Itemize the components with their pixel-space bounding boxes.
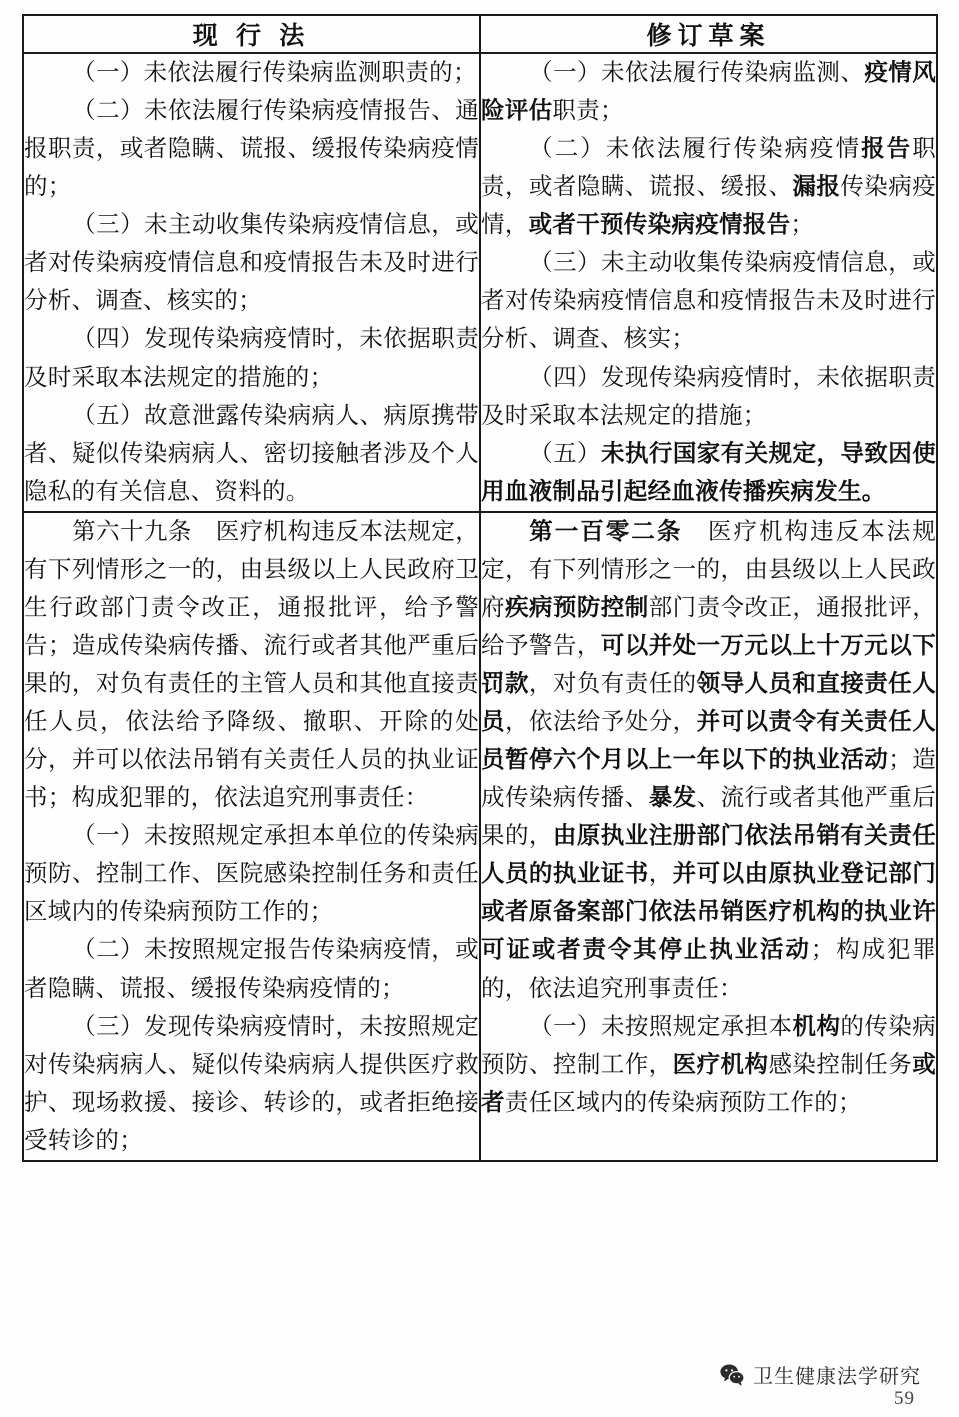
wechat-account-mark	[719, 1360, 921, 1389]
article-paragraph: 第一百零二条 医疗机构违反本法规定，有下列情形之一的，由县级以上人民政府疾病预防控制部门责令改正，通报批评，给予警告，可以并处一万元以上十万元以下罚款，对负有责任的领导人员和直接责任人员，依法给予处分，并可以责令有关责任人员暂停六个月以上一年以下的执业活动；造成传染病传播、暴发、流行或者其他严重后果的，由原执业注册部门依法吊销有关责任人员的执业证书，并可以由原执业登记部门或者原备案部门依法吊销医疗机构的执业许可证或者责令其停止执业活动；构成犯罪的，依法追究刑事责任：	[481, 518, 937, 1002]
paragraph: （三）未主动收集传染病疫情信息，或者对传染病疫情信息和疫情报告未及时进行分析、调查、核实；	[481, 250, 936, 353]
cell-current-law-row2	[23, 512, 480, 1161]
paragraph: （一）未按照规定承担本机构的传染病预防、控制工作，医疗机构感染控制任务或者责任区域内的传染病预防工作的；	[481, 1013, 937, 1116]
wechat-icon	[719, 1362, 745, 1388]
page-number: 59	[894, 1388, 915, 1409]
table-row	[23, 53, 937, 512]
paragraph: （四）发现传染病疫情时，未依据职责及时采取本法规定的措施；	[481, 364, 936, 429]
paragraph: （五）未执行国家有关规定，导致因使用血液制品引起经血液传播疾病发生。	[481, 440, 937, 505]
cell-revision-draft-row1	[480, 53, 937, 512]
paragraph: （二）未依法履行传染病疫情报告职责，或者隐瞒、谎报、缓报、漏报传染病疫情，或者干预传染病疫情报告；	[481, 136, 937, 239]
paragraph: （五）故意泄露传染病病人、病原携带者、疑似传染病病人、密切接触者涉及个人隐私的有关信息、资料的。	[24, 402, 479, 505]
paragraph: （二）未按照规定报告传染病疫情，或者隐瞒、谎报、缓报传染病疫情的；	[24, 937, 479, 1002]
column-header-current-law: 现 行 法	[23, 15, 480, 53]
table-row	[23, 512, 937, 1161]
paragraph: （四）发现传染病疫情时，未依据职责及时采取本法规定的措施的；	[24, 326, 479, 391]
page-footer	[0, 1352, 959, 1417]
paragraph: （一）未依法履行传染病监测职责的；	[72, 60, 477, 86]
article-paragraph: 第六十九条 医疗机构违反本法规定，有下列情形之一的，由县级以上人民政府卫生行政部门责令改正，通报批评，给予警告；造成传染病传播、流行或者其他严重后果的，对负有责任的主管人员和其他直接责任人员，依法给予降级、撤职、开除的处分，并可以依法吊销有关责任人员的执业证书；构成犯罪的，依法追究刑事责任：	[24, 518, 479, 812]
paragraph: （三）未主动收集传染病疫情信息，或者对传染病疫情信息和疫情报告未及时进行分析、调查、核实的；	[24, 212, 479, 315]
table-header-row	[23, 15, 937, 53]
paragraph: （一）未按照规定承担本单位的传染病预防、控制工作、医院感染控制任务和责任区域内的传染病预防工作的；	[24, 823, 479, 926]
cell-current-law-row1	[23, 53, 480, 512]
column-header-revision-draft: 修订草案	[480, 15, 937, 53]
paragraph: （一）未依法履行传染病监测、疫情风险评估职责；	[481, 60, 937, 125]
cell-revision-draft-row2	[480, 512, 937, 1161]
law-comparison-table	[22, 14, 938, 1162]
paragraph: （三）发现传染病疫情时，未按照规定对传染病病人、疑似传染病病人提供医疗救护、现场救援、接诊、转诊的，或者拒绝接受转诊的；	[24, 1013, 479, 1154]
paragraph: （二）未依法履行传染病疫情报告、通报职责，或者隐瞒、谎报、缓报传染病疫情的；	[24, 98, 479, 201]
wechat-account-name: 卫生健康法学研究	[753, 1366, 921, 1388]
